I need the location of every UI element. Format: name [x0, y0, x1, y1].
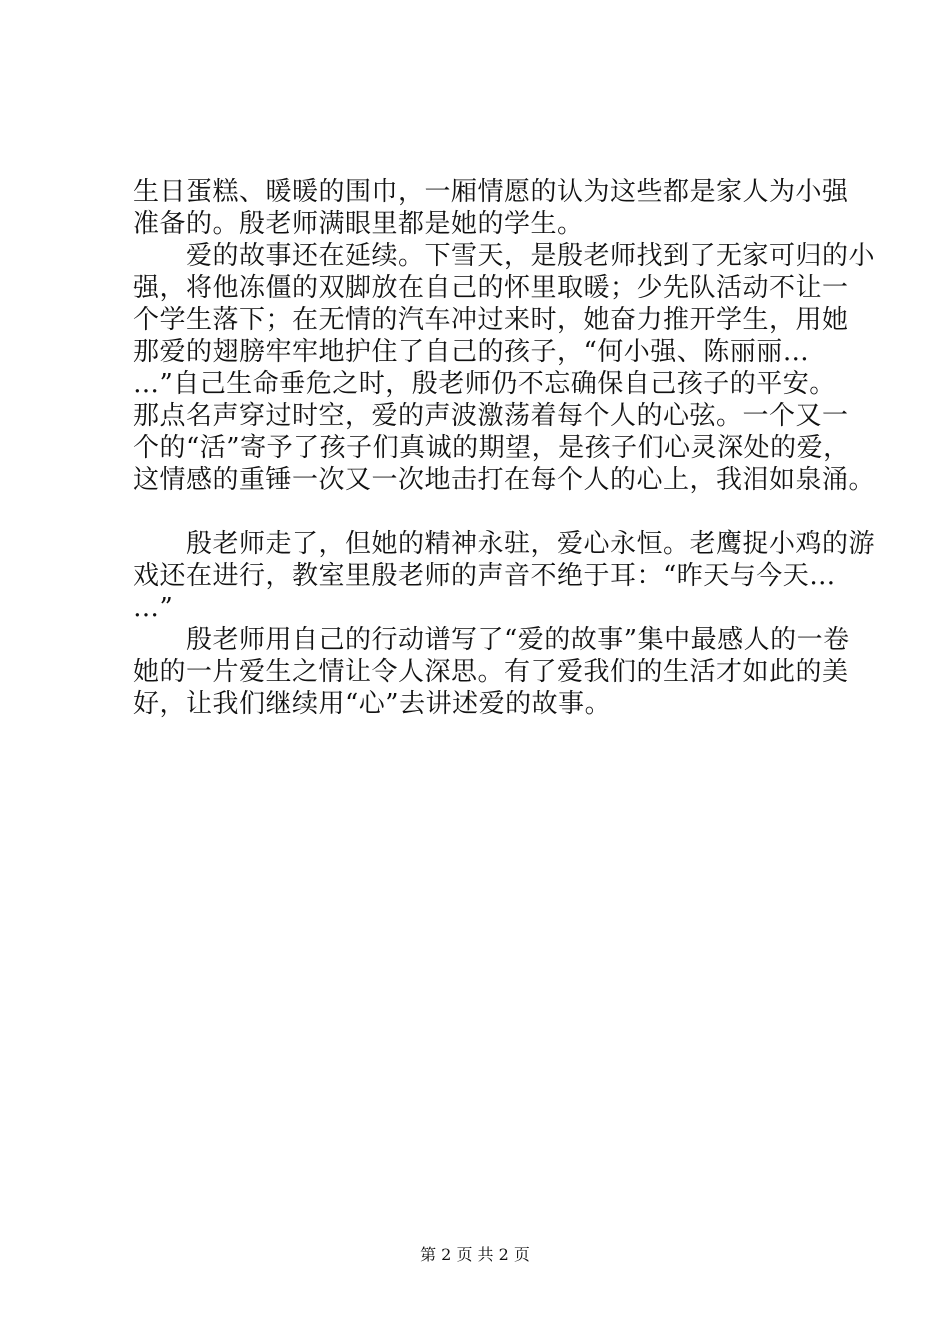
text-line: …” — [133, 593, 174, 623]
text-line: 个学生落下；在无情的汽车冲过来时，她奋力推开学生，用她 — [133, 305, 849, 335]
text-line: 个的“活”寄予了孩子们真诚的期望，是孩子们心灵深处的爱， — [133, 433, 850, 463]
text-line: 生日蛋糕、暖暖的围巾，一厢情愿的认为这些都是家人为小强 — [133, 177, 849, 207]
text-line: 殷老师用自己的行动谱写了“爱的故事”集中最感人的一卷 — [133, 625, 850, 655]
text-line: 那爱的翅膀牢牢地护住了自己的孩子，“何小强、陈丽丽… — [133, 337, 810, 367]
text-line: 殷老师走了，但她的精神永驻，爱心永恒。老鹰捉小鸡的游 — [133, 529, 876, 559]
text-line: 准备的。殷老师满眼里都是她的学生。 — [133, 209, 584, 239]
text-line: 这情感的重锤一次又一次地击打在每个人的心上，我泪如泉涌。 — [133, 465, 876, 495]
text-line: 好，让我们继续用“心”去讲述爱的故事。 — [133, 689, 612, 719]
document-body — [133, 176, 876, 720]
blank-line — [133, 496, 853, 528]
text-line: 她的一片爱生之情让令人深思。有了爱我们的生活才如此的美 — [133, 657, 849, 687]
text-line: 那点名声穿过时空，爱的声波激荡着每个人的心弦。一个又一 — [133, 401, 849, 431]
text-line: 强，将他冻僵的双脚放在自己的怀里取暖；少先队活动不让一 — [133, 273, 849, 303]
page-number-footer: 第 2 页 共 2 页 — [420, 1245, 530, 1264]
text-line: …”自己生命垂危之时，殷老师仍不忘确保自己孩子的平安。 — [133, 369, 836, 399]
text-line: 戏还在进行，教室里殷老师的声音不绝于耳：“昨天与今天… — [133, 561, 836, 591]
text-line: 爱的故事还在延续。下雪天，是殷老师找到了无家可归的小 — [133, 241, 876, 271]
